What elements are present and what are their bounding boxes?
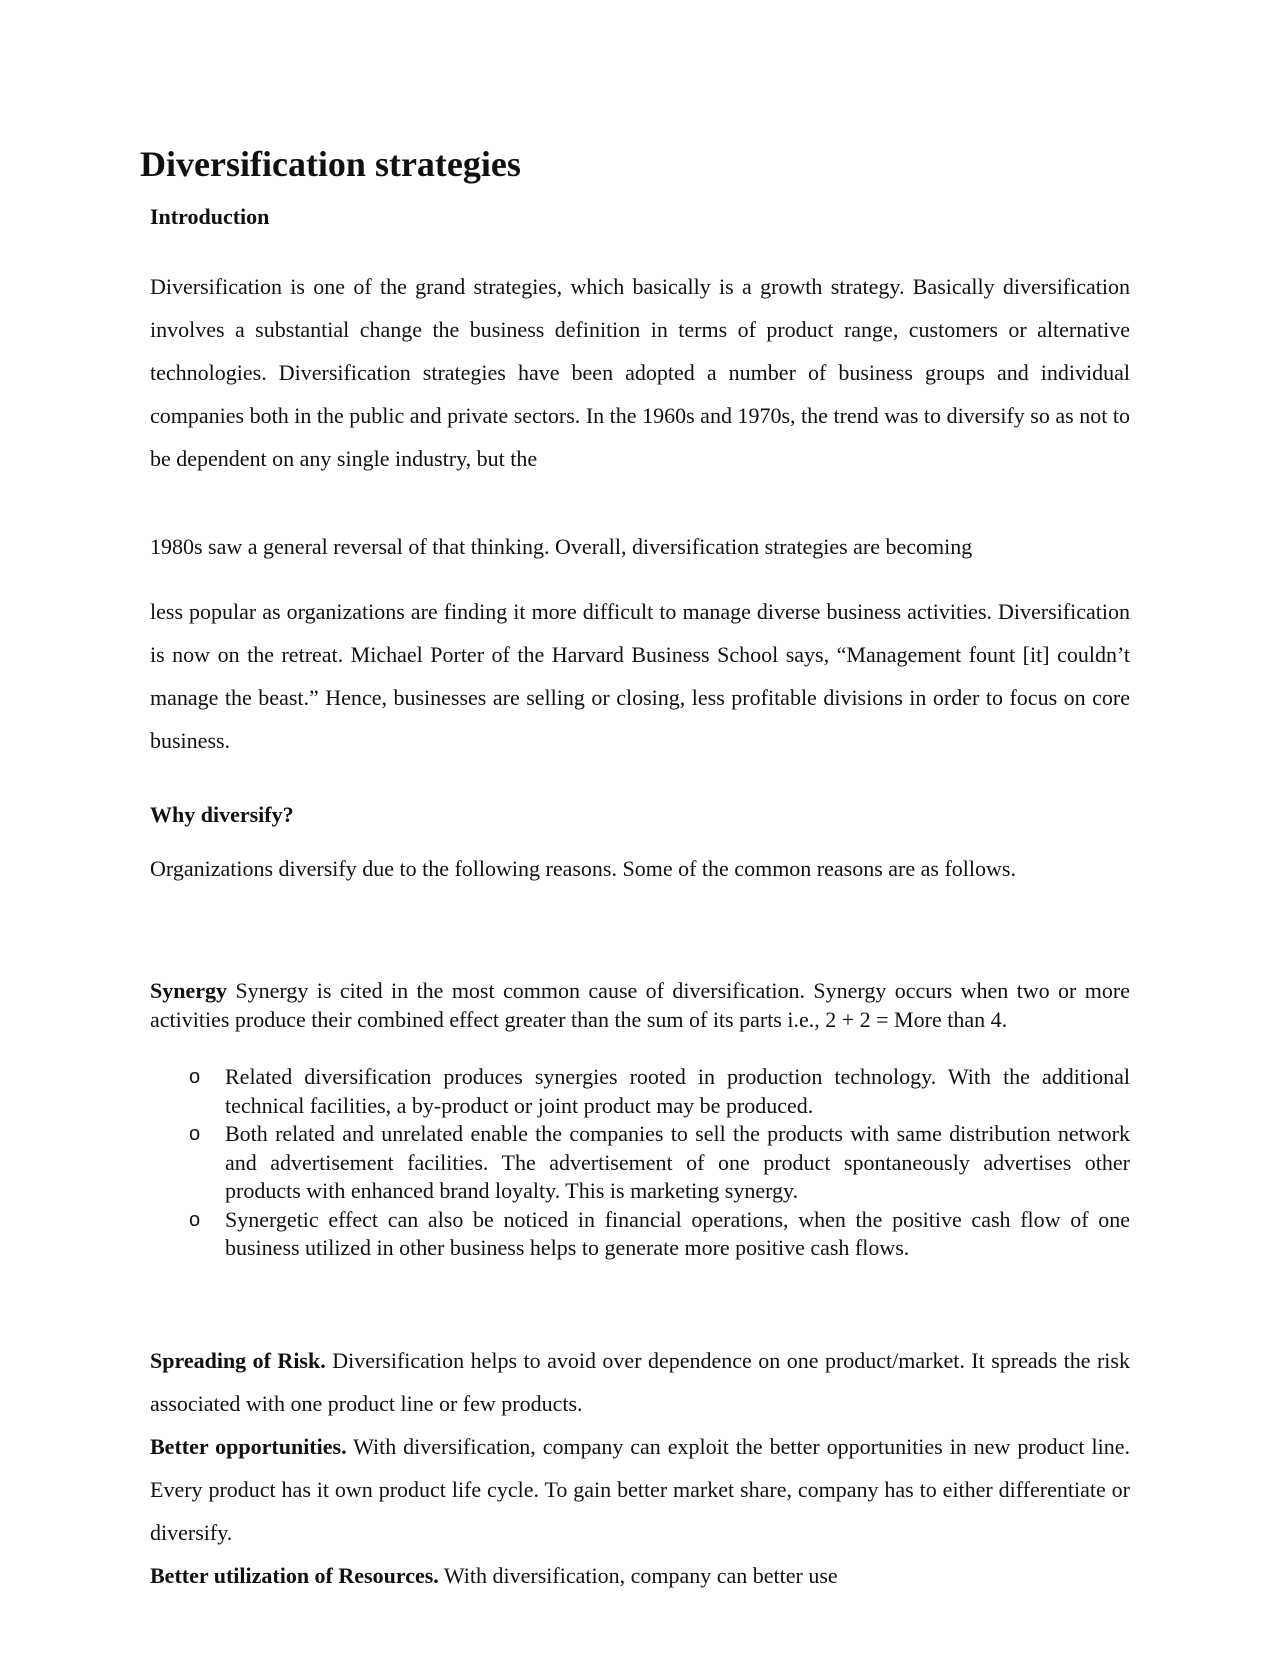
synergy-lead: Synergy [150, 978, 227, 1003]
introduction-paragraph-3: less popular as organizations are finding it more difficult to manage diverse business activities. Diversification is now on the retreat. Michael Porter of the Harvard Business School says, “Management fount [it] couldn’t manage the beast.” Hence, businesses are selling or closing, less profitable divisions in order to focus on core business. [150, 599, 1130, 753]
introduction-paragraph-2: 1980s saw a general reversal of that thinking. Overall, diversification strategies are becoming [150, 534, 973, 559]
why-diversify-heading: Why diversify? [150, 802, 294, 827]
spreading-risk-paragraph [150, 1339, 1130, 1425]
resource-utilization-lead: Better utilization of Resources. [150, 1563, 439, 1588]
list-item [150, 1206, 1130, 1263]
synergy-points-list [150, 1063, 1130, 1263]
document-title: Diversification strategies [140, 144, 521, 184]
bullet-icon: o [189, 1066, 201, 1088]
list-item-text: Synergetic effect can also be noticed in financial operations, when the positive cash flow of one business utilized in other business helps to generate more positive cash flows. [225, 1206, 1130, 1260]
resource-utilization-paragraph [150, 1554, 1130, 1597]
list-item-text: Related diversification produces synergies rooted in production technology. With the additional technical facilities, a by-product or joint product may be produced. [225, 1064, 1130, 1118]
why-diversify-paragraph: Organizations diversify due to the following reasons. Some of the common reasons are as follows. [150, 856, 1016, 881]
list-item [150, 1063, 1130, 1120]
better-opportunities-text: With diversification, company can exploit the better opportunities in new product line. Every product has it own product life cycle. To gain better market share, company has to either differentiate or diversify. [150, 1434, 1130, 1545]
bullet-icon: o [189, 1123, 201, 1145]
bullet-icon: o [189, 1208, 201, 1231]
spreading-risk-lead: Spreading of Risk. [150, 1348, 326, 1373]
introduction-paragraph-1: Diversification is one of the grand strategies, which basically is a growth strategy. Basically diversification involves a substantial change the business definition in terms of product range, customers or alternative technologies. Diversification strategies have been adopted a number of business groups and individual companies both in the public and private sectors. In the 1960s and 1970s, the trend was to diversify so as not to be dependent on any single industry, but the [150, 274, 1130, 471]
list-item [150, 1120, 1130, 1206]
introduction-heading: Introduction [150, 204, 270, 229]
list-item-text: Both related and unrelated enable the companies to sell the products with same distribution network and advertisement facilities. The advertisement of one product spontaneously advertises other products with enhanced brand loyalty. This is marketing synergy. [225, 1121, 1130, 1203]
better-opportunities-lead: Better opportunities. [150, 1434, 347, 1459]
better-opportunities-paragraph [150, 1425, 1130, 1554]
synergy-paragraph [150, 977, 1130, 1034]
resource-utilization-text: With diversification, company can better use [438, 1563, 838, 1588]
synergy-text: Synergy is cited in the most common cause of diversification. Synergy occurs when two or more activities produce their combined effect greater than the sum of its parts i.e., 2 + 2 = More than 4. [150, 978, 1130, 1032]
spreading-risk-text: Diversification helps to avoid over dependence on one product/market. It spreads the risk associated with one product line or few products. [150, 1348, 1130, 1416]
